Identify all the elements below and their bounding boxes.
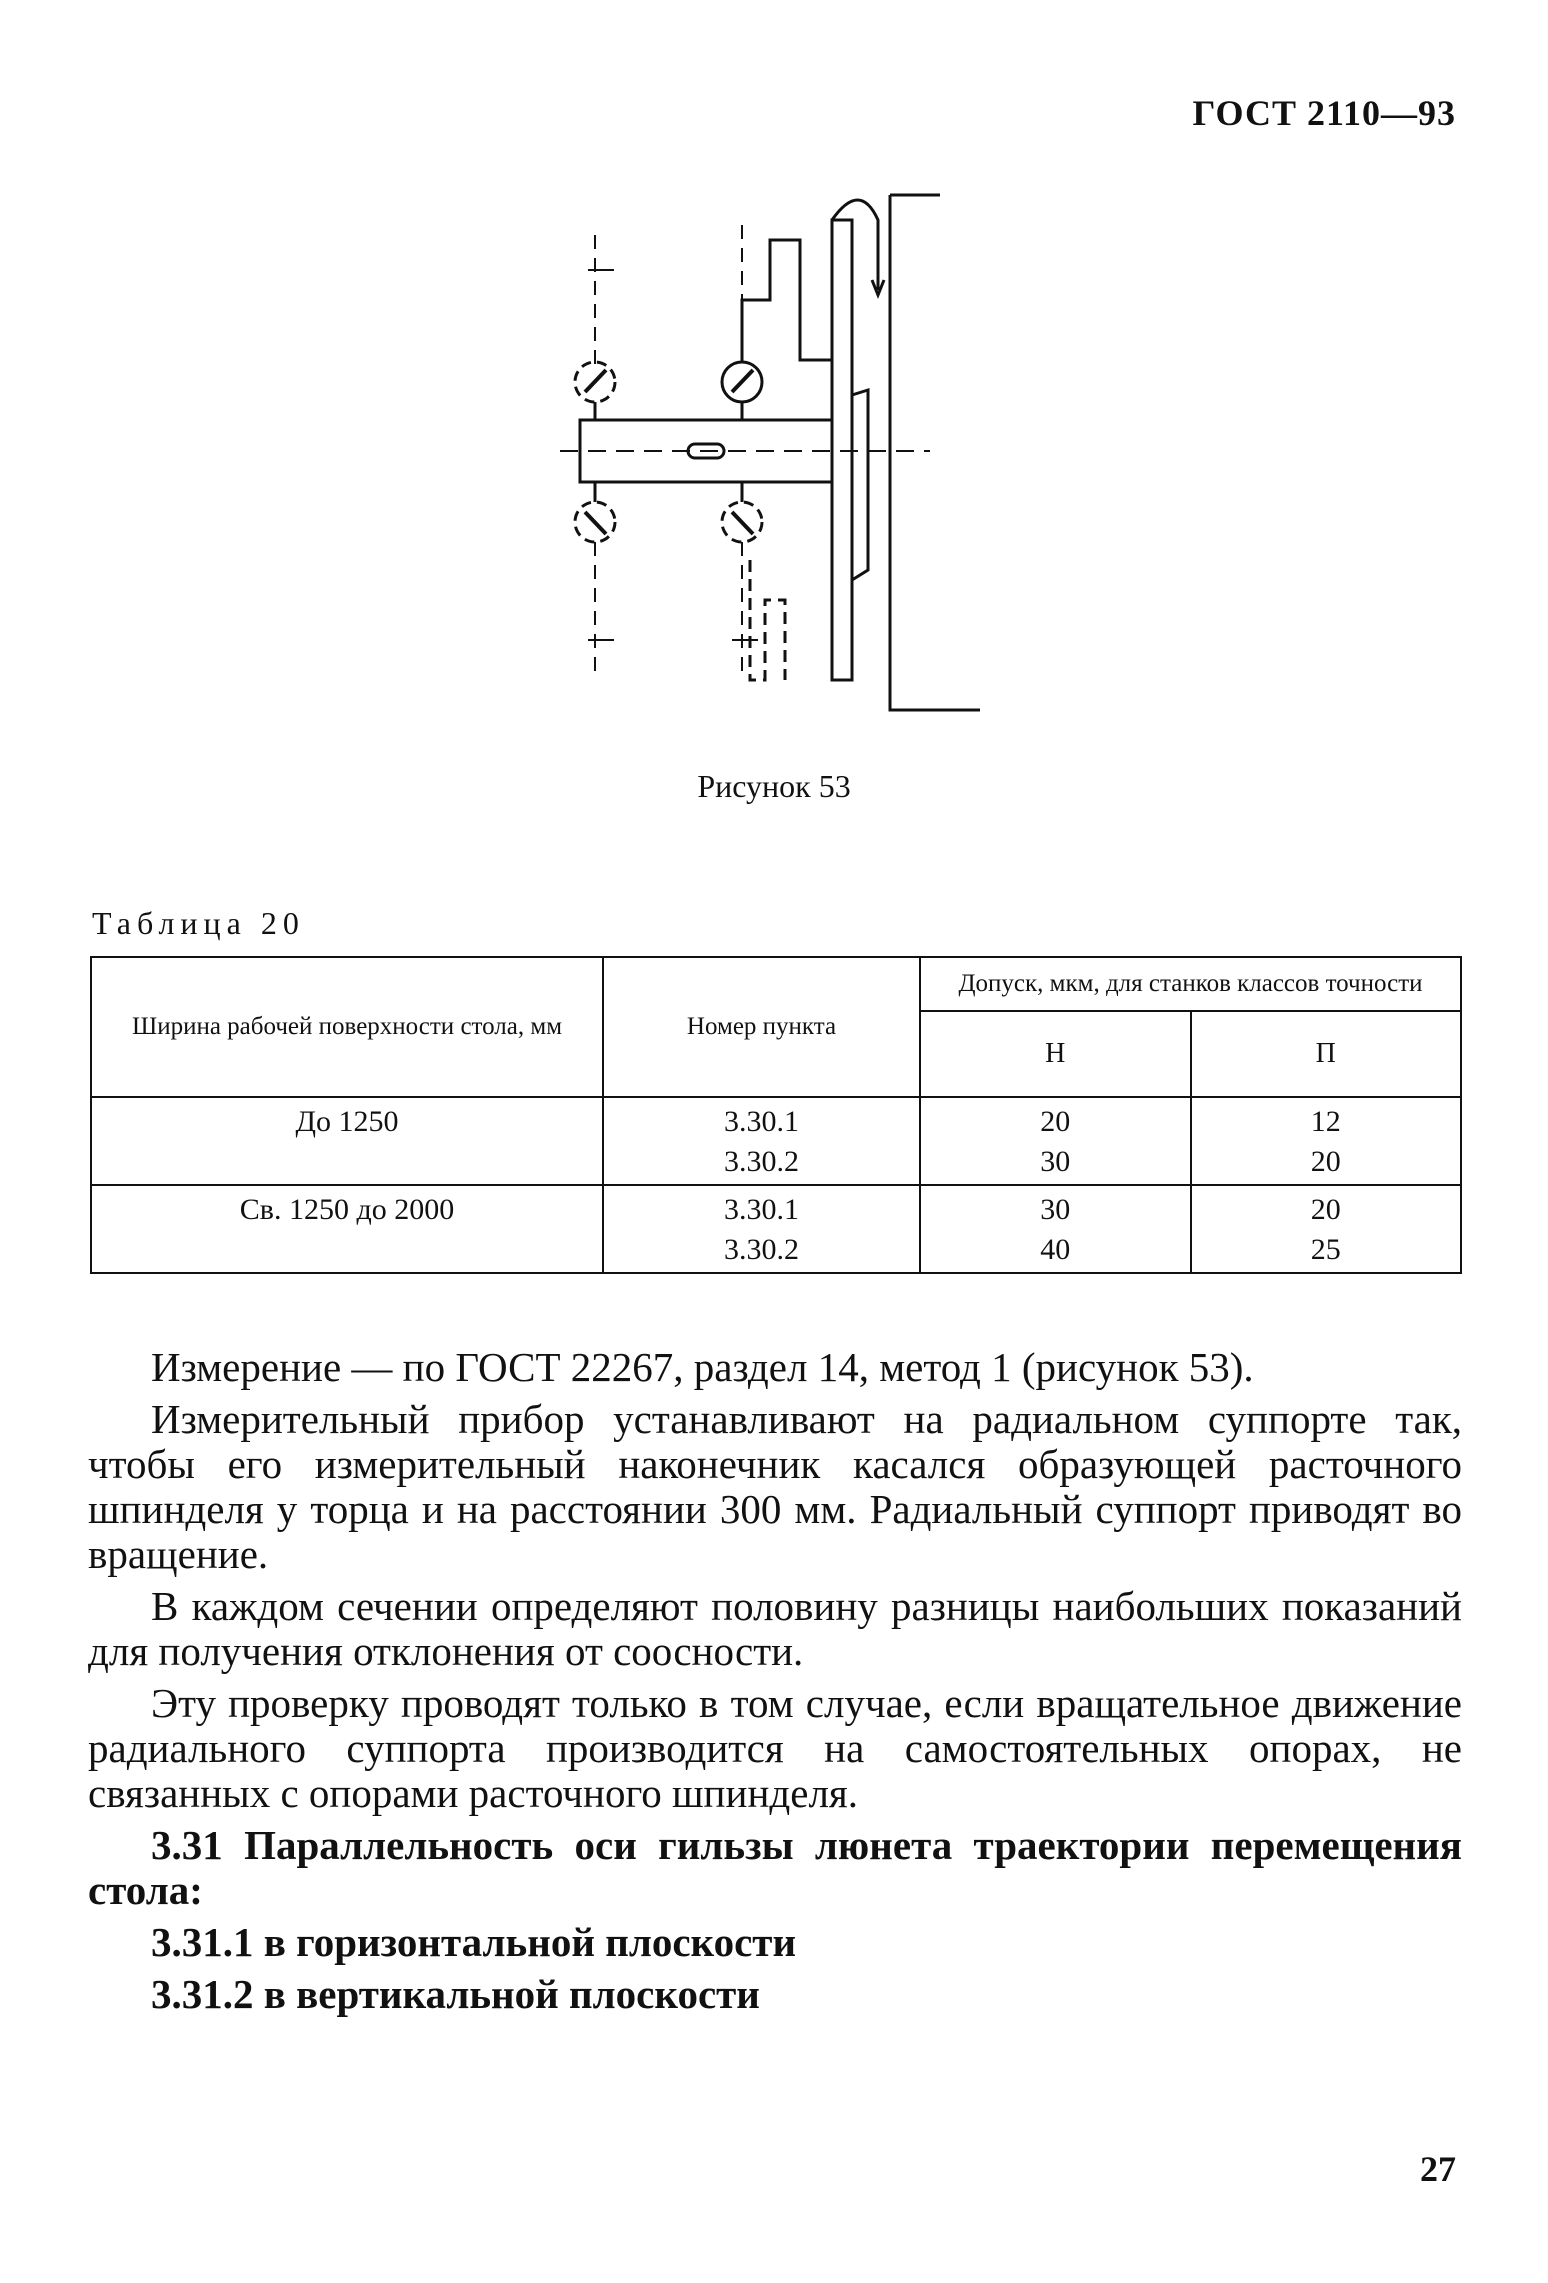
- header-grade-p: П: [1191, 1011, 1462, 1097]
- paragraph-instrument: Измерительный прибор устанавливают на радиальном суппорте так, чтобы его измерительный наконечник касался образующей расточного шпинделя у торца и на расстоянии 300 мм. Радиальный суппорт приводят во вращение.: [88, 1396, 1462, 1577]
- cell-grade-h: 20 30: [920, 1097, 1191, 1185]
- right-holder-top: [742, 240, 832, 362]
- header-item-number: Номер пункта: [603, 957, 920, 1097]
- paragraph-section: В каждом сечении определяют половину разницы наибольших показаний для получения отклонения от соосности.: [88, 1583, 1462, 1674]
- heading-3-31-2: 3.31.2 в вертикальной плоскости: [151, 1971, 760, 2017]
- page-number: 27: [1420, 2149, 1456, 2189]
- rotation-arrow: [832, 200, 878, 290]
- cell-width: Св. 1250 до 2000: [91, 1185, 603, 1273]
- cell-grade-p: 12 20: [1191, 1097, 1462, 1185]
- document-code: ГОСТ 2110—93: [1192, 93, 1456, 133]
- table-title: Таблица 20: [92, 905, 305, 941]
- paragraph-condition: Эту проверку проводят только в том случае, если вращательное движение радиального суппорта производится на самостоятельных опорах, не связанных с опорами расточного шпинделя.: [88, 1680, 1462, 1816]
- cell-width: До 1250: [91, 1097, 603, 1185]
- header-tolerance: Допуск, мкм, для станков классов точности: [920, 957, 1461, 1011]
- cell-item: 3.30.1 3.30.2: [603, 1185, 920, 1273]
- table-row: [91, 1185, 1461, 1273]
- support-wedge: [852, 390, 868, 580]
- header-surface-width: Ширина рабочей поверхности стола, мм: [91, 957, 603, 1097]
- body-text: [88, 1345, 1462, 2024]
- figure-53-drawing: [560, 180, 1020, 740]
- figure-caption: Рисунок 53: [697, 768, 851, 804]
- tolerance-table: [90, 956, 1462, 1274]
- heading-3-31: 3.31 Параллельность оси гильзы люнета траектории перемещения стола:: [88, 1822, 1462, 1913]
- table-row: [91, 1097, 1461, 1185]
- header-grade-h: Н: [920, 1011, 1191, 1097]
- paragraph-measurement: Измерение — по ГОСТ 22267, раздел 14, метод 1 (рисунок 53).: [151, 1344, 1254, 1390]
- cell-grade-h: 30 40: [920, 1185, 1191, 1273]
- cell-grade-p: 20 25: [1191, 1185, 1462, 1273]
- right-holder-bottom: [750, 560, 785, 680]
- cell-item: 3.30.1 3.30.2: [603, 1097, 920, 1185]
- heading-3-31-1: 3.31.1 в горизонтальной плоскости: [151, 1919, 797, 1965]
- column-outline: [890, 195, 980, 710]
